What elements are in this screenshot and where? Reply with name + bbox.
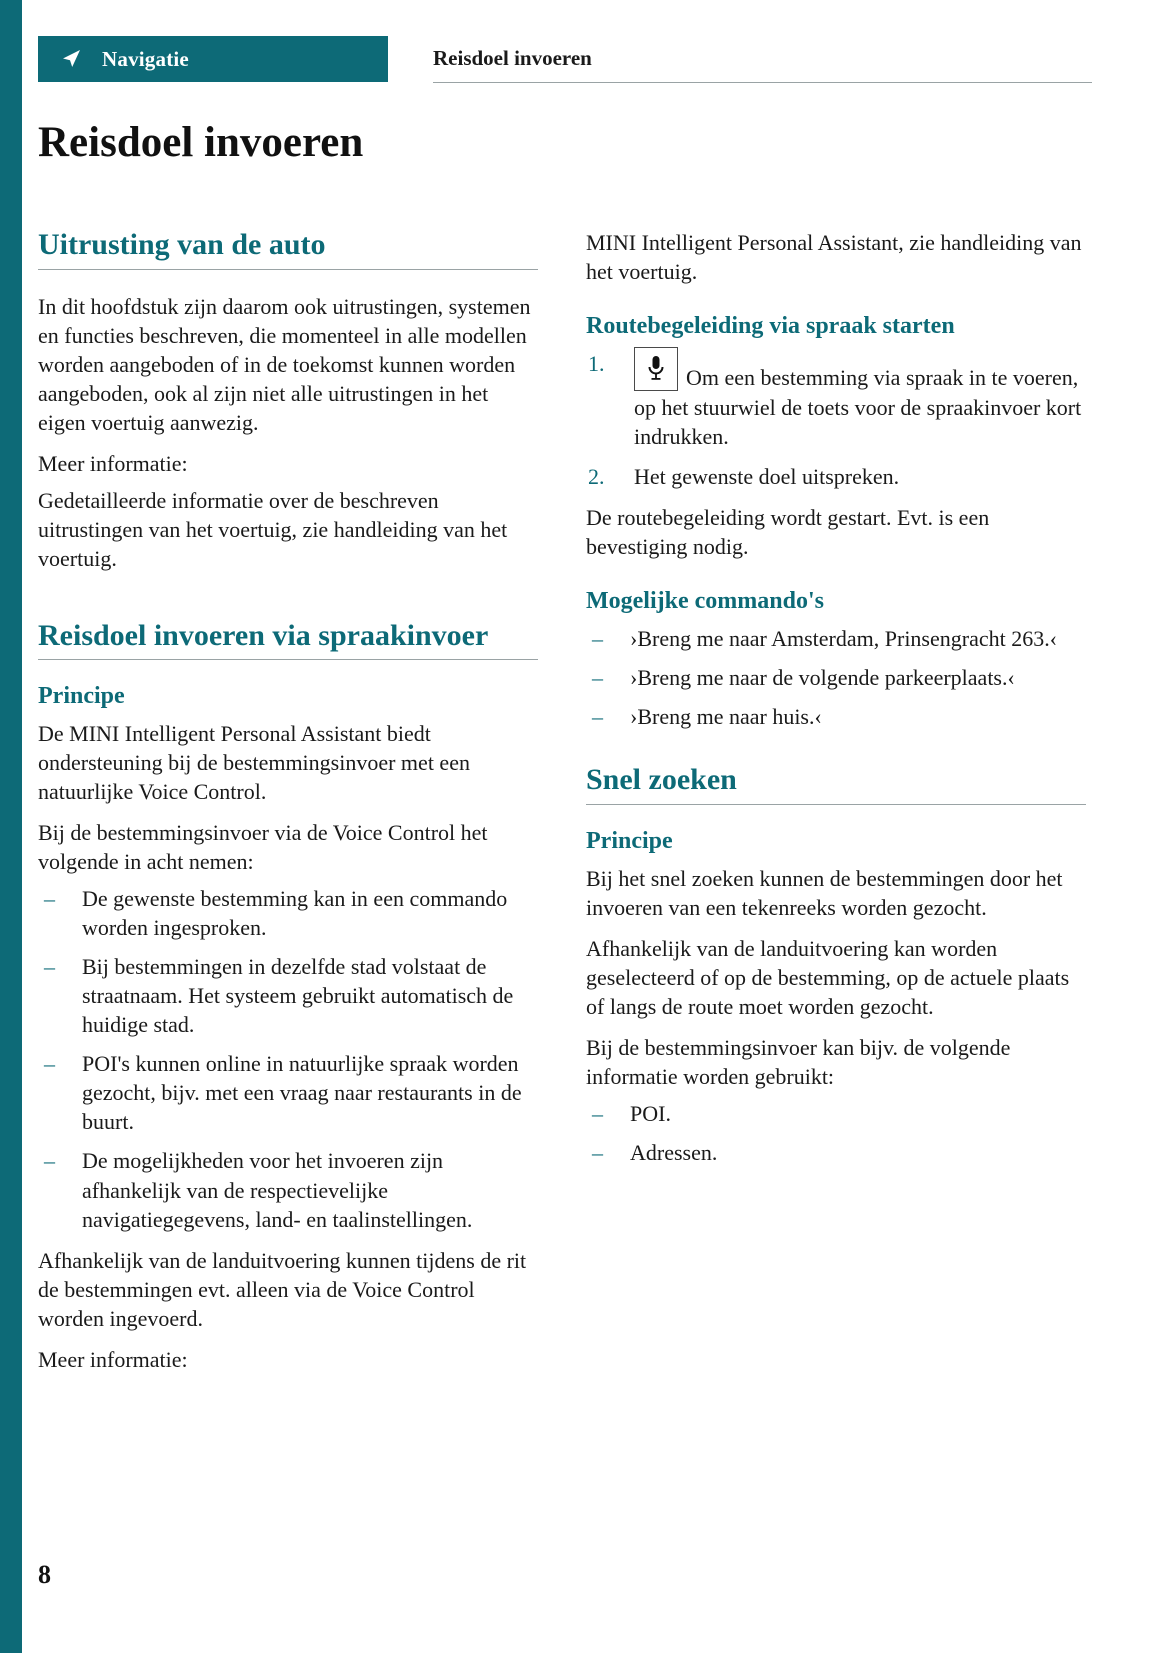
heading-principe-left: Principe [38, 683, 125, 710]
section-tab-label: Navigatie [102, 46, 189, 71]
paragraph-landuitvoering-rit: Afhankelijk van de landuitvoering kunnen tijdens de rit de bestemmingen evt. alleen via de Voice Control worden ingevoerd. [38, 1247, 527, 1331]
step-text: Om een bestemming via spraak in te voeren, op het stuurwiel de toets voor de spraakinvoer kort indrukken. [634, 364, 1082, 450]
dash-bullet-icon: – [592, 704, 603, 730]
paragraph-meer-informatie-label-2: Meer informatie: [38, 1346, 188, 1372]
heading-principe-right: Principe [586, 827, 673, 854]
paragraph-meer-informatie-label: Meer informatie: [38, 450, 188, 476]
dash-bullet-icon: – [44, 1148, 55, 1174]
dash-bullet-icon: – [44, 1051, 55, 1077]
step-text: Het gewenste doel uitspreken. [634, 463, 900, 489]
page-header [38, 36, 1092, 84]
dash-bullet-icon: – [592, 626, 603, 652]
list-mogelijke-commandos [586, 624, 1086, 731]
heading-routebegeleiding-via-spraak-starten: Routebegeleiding via spraak starten [586, 313, 955, 340]
chapter-title: Reisdoel invoeren [433, 46, 592, 70]
list-item-text: Bij bestemmingen in dezelfde stad volstaat de straatnaam. Het systeem gebruikt automatisch de huidige stad. [82, 954, 514, 1038]
list-item-text: De gewenste bestemming kan in een commando worden ingesproken. [82, 886, 508, 941]
list-item [586, 462, 1086, 491]
paragraph-mini-assistant: De MINI Intelligent Personal Assistant biedt ondersteuning bij de bestemmingsinvoer met een natuurlijke Voice Control. [38, 721, 470, 805]
list-item-text: De mogelijkheden voor het invoeren zijn afhankelijk van de respectievelijke navigatiegegevens, land- en taalinstellingen. [82, 1148, 473, 1232]
list-item [38, 1146, 538, 1233]
left-column [38, 228, 538, 1386]
dash-bullet-icon: – [592, 1100, 603, 1126]
section-tab [38, 36, 388, 82]
section-divider [38, 269, 538, 270]
dash-bullet-icon: – [592, 665, 603, 691]
list-item-text: ›Breng me naar Amsterdam, Prinsengracht 263.‹ [630, 626, 1058, 652]
page-title: Reisdoel invoeren [38, 119, 364, 166]
list-item [586, 1138, 1086, 1167]
section-divider [586, 804, 1086, 805]
list-item-text: ›Breng me naar de volgende parkeerplaats.‹ [630, 665, 1015, 691]
heading-reisdoel-via-spraakinvoer: Reisdoel invoeren via spraakinvoer [38, 618, 489, 652]
list-item [586, 702, 1086, 731]
list-item [38, 1049, 538, 1136]
dash-bullet-icon: – [44, 886, 55, 912]
header-divider [433, 82, 1092, 83]
list-item-text: Adressen. [630, 1139, 718, 1165]
list-item [38, 952, 538, 1039]
paragraph-voice-control-intro: Bij de bestemmingsinvoer via de Voice Control het volgende in acht nemen: [38, 820, 488, 875]
list-item-text: POI's kunnen online in natuurlijke spraak worden gezocht, bijv. met een vraag naar restaurants in de buurt. [82, 1051, 522, 1135]
list-voice-control-notes [38, 884, 538, 1233]
step-number: 2. [588, 463, 605, 489]
section-divider [38, 659, 538, 660]
paragraph-hoofdstuk-intro: In dit hoofdstuk zijn daarom ook uitrustingen, systemen en functies beschreven, die momenteel in alle modellen worden aangeboden of in de toekomst kunnen worden aangeboden, ook al zijn niet alle uitrustingen in het eigen voertuig aanwezig. [38, 293, 531, 435]
paragraph-gedetailleerde-informatie: Gedetailleerde informatie over de beschreven uitrustingen van het voertuig, zie handleiding van het voertuig. [38, 487, 508, 571]
list-item-text: ›Breng me naar huis.‹ [630, 704, 822, 730]
list-item [586, 624, 1086, 653]
heading-uitrusting-van-de-auto: Uitrusting van de auto [38, 228, 326, 261]
paragraph-landuitvoering-selectie: Afhankelijk van de landuitvoering kan worden geselecteerd of op de bestemming, op de actuele plaats of langs de route moet worden gezocht. [586, 935, 1070, 1019]
paragraph-mini-assistant-continuation: MINI Intelligent Personal Assistant, zie handleiding van het voertuig. [586, 230, 1082, 285]
list-bestemmingsinvoer-info [586, 1099, 1086, 1167]
navigation-arrow-icon [58, 46, 84, 72]
list-item [586, 663, 1086, 692]
dash-bullet-icon: – [44, 954, 55, 980]
list-item-text: POI. [630, 1100, 671, 1126]
page-number: 8 [38, 1560, 51, 1589]
paragraph-bestemmingsinvoer-info: Bij de bestemmingsinvoer kan bijv. de volgende informatie worden gebruikt: [586, 1034, 1011, 1089]
list-item [586, 349, 1086, 452]
page-edge-bar [0, 0, 22, 1653]
list-item [586, 1099, 1086, 1128]
list-item [38, 884, 538, 942]
heading-mogelijke-commandos: Mogelijke commando's [586, 588, 824, 615]
paragraph-snel-zoeken-principe: Bij het snel zoeken kunnen de bestemmingen door het invoeren van een tekenreeks worden gezocht. [586, 865, 1063, 920]
heading-snel-zoeken: Snel zoeken [586, 763, 737, 797]
microphone-icon [634, 347, 678, 391]
dash-bullet-icon: – [592, 1139, 603, 1165]
list-routebegeleiding-steps [586, 349, 1086, 491]
step-number: 1. [588, 350, 605, 376]
paragraph-routebegeleiding-gestart: De routebegeleiding wordt gestart. Evt. is een bevestiging nodig. [586, 505, 990, 560]
right-column [586, 228, 1086, 1179]
